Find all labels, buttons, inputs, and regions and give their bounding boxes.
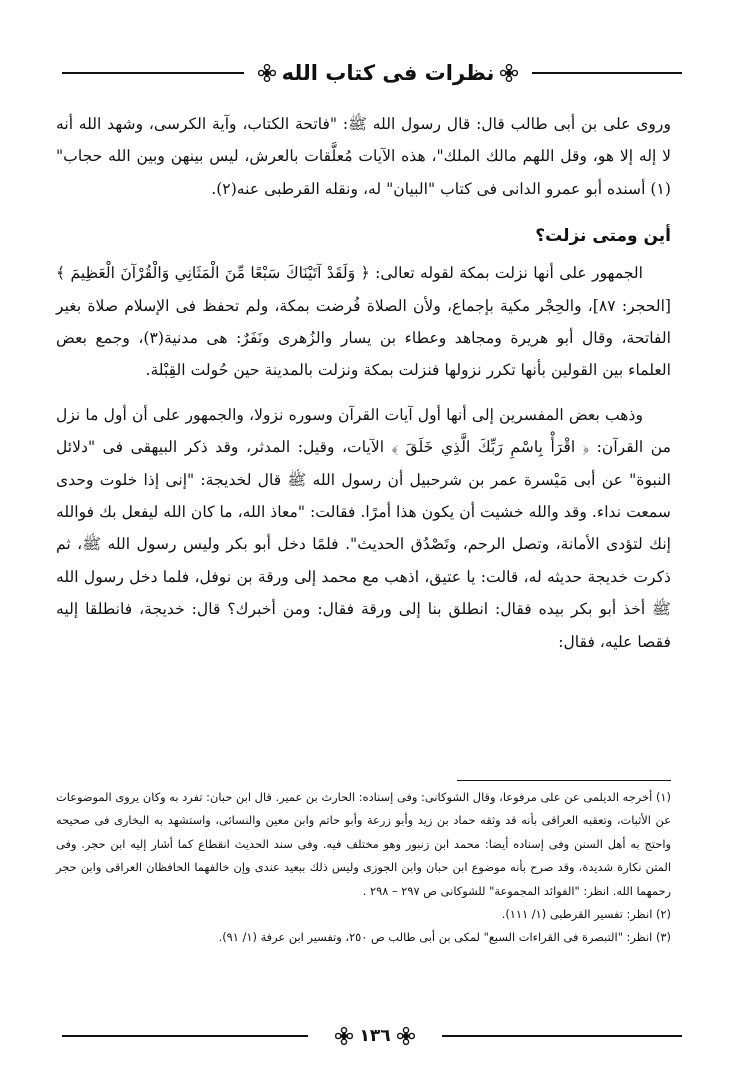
floral-ornament-icon [500,64,518,82]
floral-ornament-icon [258,64,276,82]
footer-rule-left [62,1035,308,1037]
footer-rule-right [442,1035,682,1037]
footnote-3: (٣) انظر: "التبصرة فى القراءات السبع" لمكى بن أبى طالب ص ٢٥٠، وتفسير ابن عرفة (١/ ٩١). [218,930,671,945]
page-footer [62,1022,682,1052]
header-title-group [244,58,532,88]
paragraph-gap [56,205,671,217]
paragraph-gap [56,387,671,399]
section-heading: أين ومتى نزلت؟ [535,226,671,247]
page-number: ١٣٦ [359,1026,391,1046]
book-title: نظرات فى كتاب الله [281,61,495,85]
paragraph-revelation-place: الجمهور على أنها نزلت بمكة لقوله تعالى: ﴿ وَلَقَدْ آتَيْنَاكَ سَبْعًا مِّنَ الْمَثَانِي وَالْقُرْآنَ الْعَظِيمَ ﴾[الحجر: ٨٧]، والحِجْر مكية بإجماع، ولأن الصلاة فُرضت بمكة، ولم تحفظ فى الإسلام صلاة بغير الفاتحة، وقال أبو هريرة ومجاهد وعطاء بن يسار والزُهرى ونَفَرٌ: هى مدنية(٣)، وجمع بعض العلماء بين القولين بأنها تكرر نزولها فنزلت بمكة ونزلت بالمدينة حين حُولت القِبْلة. [56,264,671,380]
footnotes [56,786,671,950]
footnote-2: (٢) انظر: تفسير القرطبى (١/ ١١١). [501,907,671,922]
header-rule-right [532,72,682,74]
running-header [62,58,682,88]
main-text [56,108,671,658]
floral-ornament-icon [335,1027,353,1045]
header-rule-left [62,72,244,74]
footnote-1: (١) أخرجه الديلمى عن على مرفوعا، وقال الشوكانى: وفى إسناده: الحارث بن عمير. قال ابن حبان: تفرد به وكان يروى الموضوعات عن الأثبات، وتعقبه العراقى بأنه قد وثقه حماد بن زيد وأبو زرعة وأبو حاتم وابن معين والنسائى، واستشهد به البخارى فى صحيحه واحتج به أهل السنن وفى إسناده أيضا: محمد ابن زنبور وهو مختلف فيه. وفى سند الحديث انقطاع كما أشار إليه ابن حجر. وفى المتن نكارة شديدة، وقد صرح بأنه موضوع ابن حبان وابن الجوزى وليس ذلك ببعيد عندى وإن خالفهما الحافظان العراقى وابن حجر رحمهما الله. انظر: "الفوائد المجموعة" للشوكانى ص ٢٩٧ – ٢٩٨ . [56,790,671,898]
paragraph-first-revelation: وذهب بعض المفسرين إلى أنها أول آيات القرآن وسوره نزولا، والجمهور على أن أول ما نزل من القرآن: ﴿ اقْرَأْ بِاسْمِ رَبِّكَ الَّذِي خَلَقَ ﴾ الآيات، وقيل: المدثر، وقد ذكر البيهقى فى "دلائل النبوة" عن أبى مَيْسرة عمر بن شرحبيل أن رسول الله ﷺ قال لخديجة: "إنى إذا خلوت وحدى سمعت نداء. وقد والله خشيت أن يكون هذا أمرًا. فقالت: "معاذ الله، ما كان الله ليفعل بك فوالله إنك لتؤدى الأمانة، وتصل الرحم، وتَصْدُق الحديث". فلمًا دخل أبو بكر وليس رسول الله ﷺ، ثم ذكرت خديجة حديثه له، قالت: يا عتيق، اذهب مع محمد إلى ورقة بن نوفل، فلما دخل رسول الله ﷺ أخذ أبو بكر بيده فقال: انطلق بنا إلى ورقة فقال: ومن أخبرك؟ قال: خديجة، فانطلقا إليه فقصا عليه، فقال: [56,405,671,651]
paragraph-hadith-fatiha: وروى على بن أبى طالب قال: قال رسول الله ﷺ: "فاتحة الكتاب، وآية الكرسى، وشهد الله أنه لا إله إلا هو، وقل اللهم مالك الملك"، هذه الآيات مُعلَّقات بالعرش، ليس بينهن وبين الله حجاب"(١) أسنده أبو عمرو الدانى فى كتاب "البيان" له، ونقله القرطبى عنه(٢). [56,115,671,198]
footnote-separator [457,780,671,781]
page-number-group [308,1022,442,1050]
floral-ornament-icon [397,1027,415,1045]
